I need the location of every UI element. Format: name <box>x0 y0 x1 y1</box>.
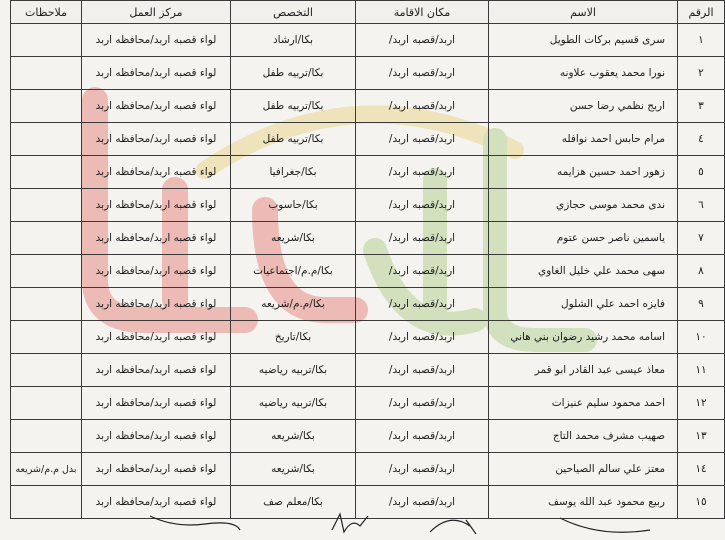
cell-specialty: بكا/شريعه <box>231 453 356 486</box>
cell-residence: اربد/قصبه اربد/ <box>356 57 489 90</box>
cell-notes <box>11 24 82 57</box>
employees-table <box>10 0 725 519</box>
table-row <box>11 189 725 222</box>
table-row <box>11 288 725 321</box>
cell-specialty: بكا/تربيه رياضيه <box>231 354 356 387</box>
cell-work-center: لواء قصبه اربد/محافظه اربد <box>82 90 231 123</box>
cell-specialty: بكا/تربيه طفل <box>231 90 356 123</box>
cell-work-center: لواء قصبه اربد/محافظه اربد <box>82 24 231 57</box>
cell-residence: اربد/قصبه اربد/ <box>356 354 489 387</box>
cell-num: ٦ <box>678 189 725 222</box>
cell-name: اسامه محمد رشيد رضوان بني هاني <box>489 321 678 354</box>
cell-residence: اربد/قصبه اربد/ <box>356 288 489 321</box>
cell-notes: بدل م.م/شريعه <box>11 453 82 486</box>
cell-name: ربيع محمود عبد الله يوسف <box>489 486 678 519</box>
cell-specialty: بكا/ارشاد <box>231 24 356 57</box>
cell-name: سهى محمد علي خليل الغاوي <box>489 255 678 288</box>
cell-name: معاذ عيسى عبد القادر ابو قمر <box>489 354 678 387</box>
cell-specialty: بكا/حاسوب <box>231 189 356 222</box>
cell-num: ١ <box>678 24 725 57</box>
signature-far-right <box>560 518 650 532</box>
header-specialty: التخصص <box>231 1 356 24</box>
table-row <box>11 321 725 354</box>
cell-name: ياسمين ناصر حسن عتوم <box>489 222 678 255</box>
cell-residence: اربد/قصبه اربد/ <box>356 90 489 123</box>
cell-specialty: بكا/جغرافيا <box>231 156 356 189</box>
cell-specialty: بكا/م.م/شريعه <box>231 288 356 321</box>
cell-num: ١٠ <box>678 321 725 354</box>
cell-num: ٣ <box>678 90 725 123</box>
cell-specialty: بكا/معلم صف <box>231 486 356 519</box>
table-row <box>11 222 725 255</box>
table-row <box>11 57 725 90</box>
cell-residence: اربد/قصبه اربد/ <box>356 123 489 156</box>
cell-specialty: بكا/تربيه رياضيه <box>231 387 356 420</box>
cell-specialty: بكا/تاريخ <box>231 321 356 354</box>
cell-residence: اربد/قصبه اربد/ <box>356 321 489 354</box>
cell-num: ٧ <box>678 222 725 255</box>
cell-notes <box>11 222 82 255</box>
table-body <box>11 24 725 519</box>
cell-num: ١٢ <box>678 387 725 420</box>
table-row <box>11 453 725 486</box>
cell-specialty: بكا/شريعه <box>231 420 356 453</box>
signature-right <box>430 520 476 534</box>
cell-notes <box>11 156 82 189</box>
cell-work-center: لواء قصبه اربد/محافظه اربد <box>82 57 231 90</box>
header-work-center: مركز العمل <box>82 1 231 24</box>
table-header-row <box>11 1 725 24</box>
cell-work-center: لواء قصبه اربد/محافظه اربد <box>82 453 231 486</box>
cell-notes <box>11 189 82 222</box>
cell-notes <box>11 321 82 354</box>
header-num: الرقم <box>678 1 725 24</box>
table-row <box>11 123 725 156</box>
cell-notes <box>11 387 82 420</box>
cell-notes <box>11 420 82 453</box>
cell-work-center: لواء قصبه اربد/محافظه اربد <box>82 288 231 321</box>
cell-work-center: لواء قصبه اربد/محافظه اربد <box>82 486 231 519</box>
cell-work-center: لواء قصبه اربد/محافظه اربد <box>82 387 231 420</box>
cell-residence: اربد/قصبه اربد/ <box>356 453 489 486</box>
cell-residence: اربد/قصبه اربد/ <box>356 222 489 255</box>
header-name: الاسم <box>489 1 678 24</box>
table-row <box>11 24 725 57</box>
cell-notes <box>11 123 82 156</box>
cell-work-center: لواء قصبه اربد/محافظه اربد <box>82 123 231 156</box>
cell-name: اريج نظمي رضا حسن <box>489 90 678 123</box>
cell-specialty: بكا/تربيه طفل <box>231 57 356 90</box>
table-row <box>11 156 725 189</box>
cell-name: نورا محمد يعقوب علاونه <box>489 57 678 90</box>
cell-name: احمد محمود سليم عنيزات <box>489 387 678 420</box>
table-row <box>11 255 725 288</box>
cell-residence: اربد/قصبه اربد/ <box>356 189 489 222</box>
cell-residence: اربد/قصبه اربد/ <box>356 255 489 288</box>
cell-name: معتز علي سالم الصياحين <box>489 453 678 486</box>
cell-work-center: لواء قصبه اربد/محافظه اربد <box>82 354 231 387</box>
cell-num: ٨ <box>678 255 725 288</box>
cell-name: صهيب مشرف محمد التاج <box>489 420 678 453</box>
cell-name: زهور احمد حسين هزايمه <box>489 156 678 189</box>
cell-work-center: لواء قصبه اربد/محافظه اربد <box>82 189 231 222</box>
cell-residence: اربد/قصبه اربد/ <box>356 486 489 519</box>
header-notes: ملاحظات <box>11 1 82 24</box>
cell-notes <box>11 90 82 123</box>
cell-num: ١٤ <box>678 453 725 486</box>
cell-num: ٩ <box>678 288 725 321</box>
table-row <box>11 420 725 453</box>
cell-notes <box>11 255 82 288</box>
cell-num: ٥ <box>678 156 725 189</box>
cell-notes <box>11 354 82 387</box>
header-residence: مكان الاقامة <box>356 1 489 24</box>
cell-residence: اربد/قصبه اربد/ <box>356 420 489 453</box>
cell-name: سرى قسيم بركات الطويل <box>489 24 678 57</box>
cell-specialty: بكا/م.م/اجتماعيات <box>231 255 356 288</box>
table-row <box>11 354 725 387</box>
cell-specialty: بكا/شريعه <box>231 222 356 255</box>
cell-notes <box>11 57 82 90</box>
cell-residence: اربد/قصبه اربد/ <box>356 24 489 57</box>
cell-work-center: لواء قصبه اربد/محافظه اربد <box>82 321 231 354</box>
cell-residence: اربد/قصبه اربد/ <box>356 387 489 420</box>
cell-work-center: لواء قصبه اربد/محافظه اربد <box>82 222 231 255</box>
cell-name: فايزه احمد علي الشلول <box>489 288 678 321</box>
cell-work-center: لواء قصبه اربد/محافظه اربد <box>82 420 231 453</box>
cell-num: ٤ <box>678 123 725 156</box>
cell-num: ١٥ <box>678 486 725 519</box>
cell-name: مرام حابس احمد نوافله <box>489 123 678 156</box>
cell-residence: اربد/قصبه اربد/ <box>356 156 489 189</box>
cell-work-center: لواء قصبه اربد/محافظه اربد <box>82 255 231 288</box>
table-row <box>11 486 725 519</box>
cell-num: ١٣ <box>678 420 725 453</box>
cell-notes <box>11 486 82 519</box>
cell-num: ٢ <box>678 57 725 90</box>
table-row <box>11 90 725 123</box>
cell-num: ١١ <box>678 354 725 387</box>
cell-name: ندى محمد موسى حجازي <box>489 189 678 222</box>
cell-notes <box>11 288 82 321</box>
cell-work-center: لواء قصبه اربد/محافظه اربد <box>82 156 231 189</box>
cell-specialty: بكا/تربيه طفل <box>231 123 356 156</box>
table-row <box>11 387 725 420</box>
